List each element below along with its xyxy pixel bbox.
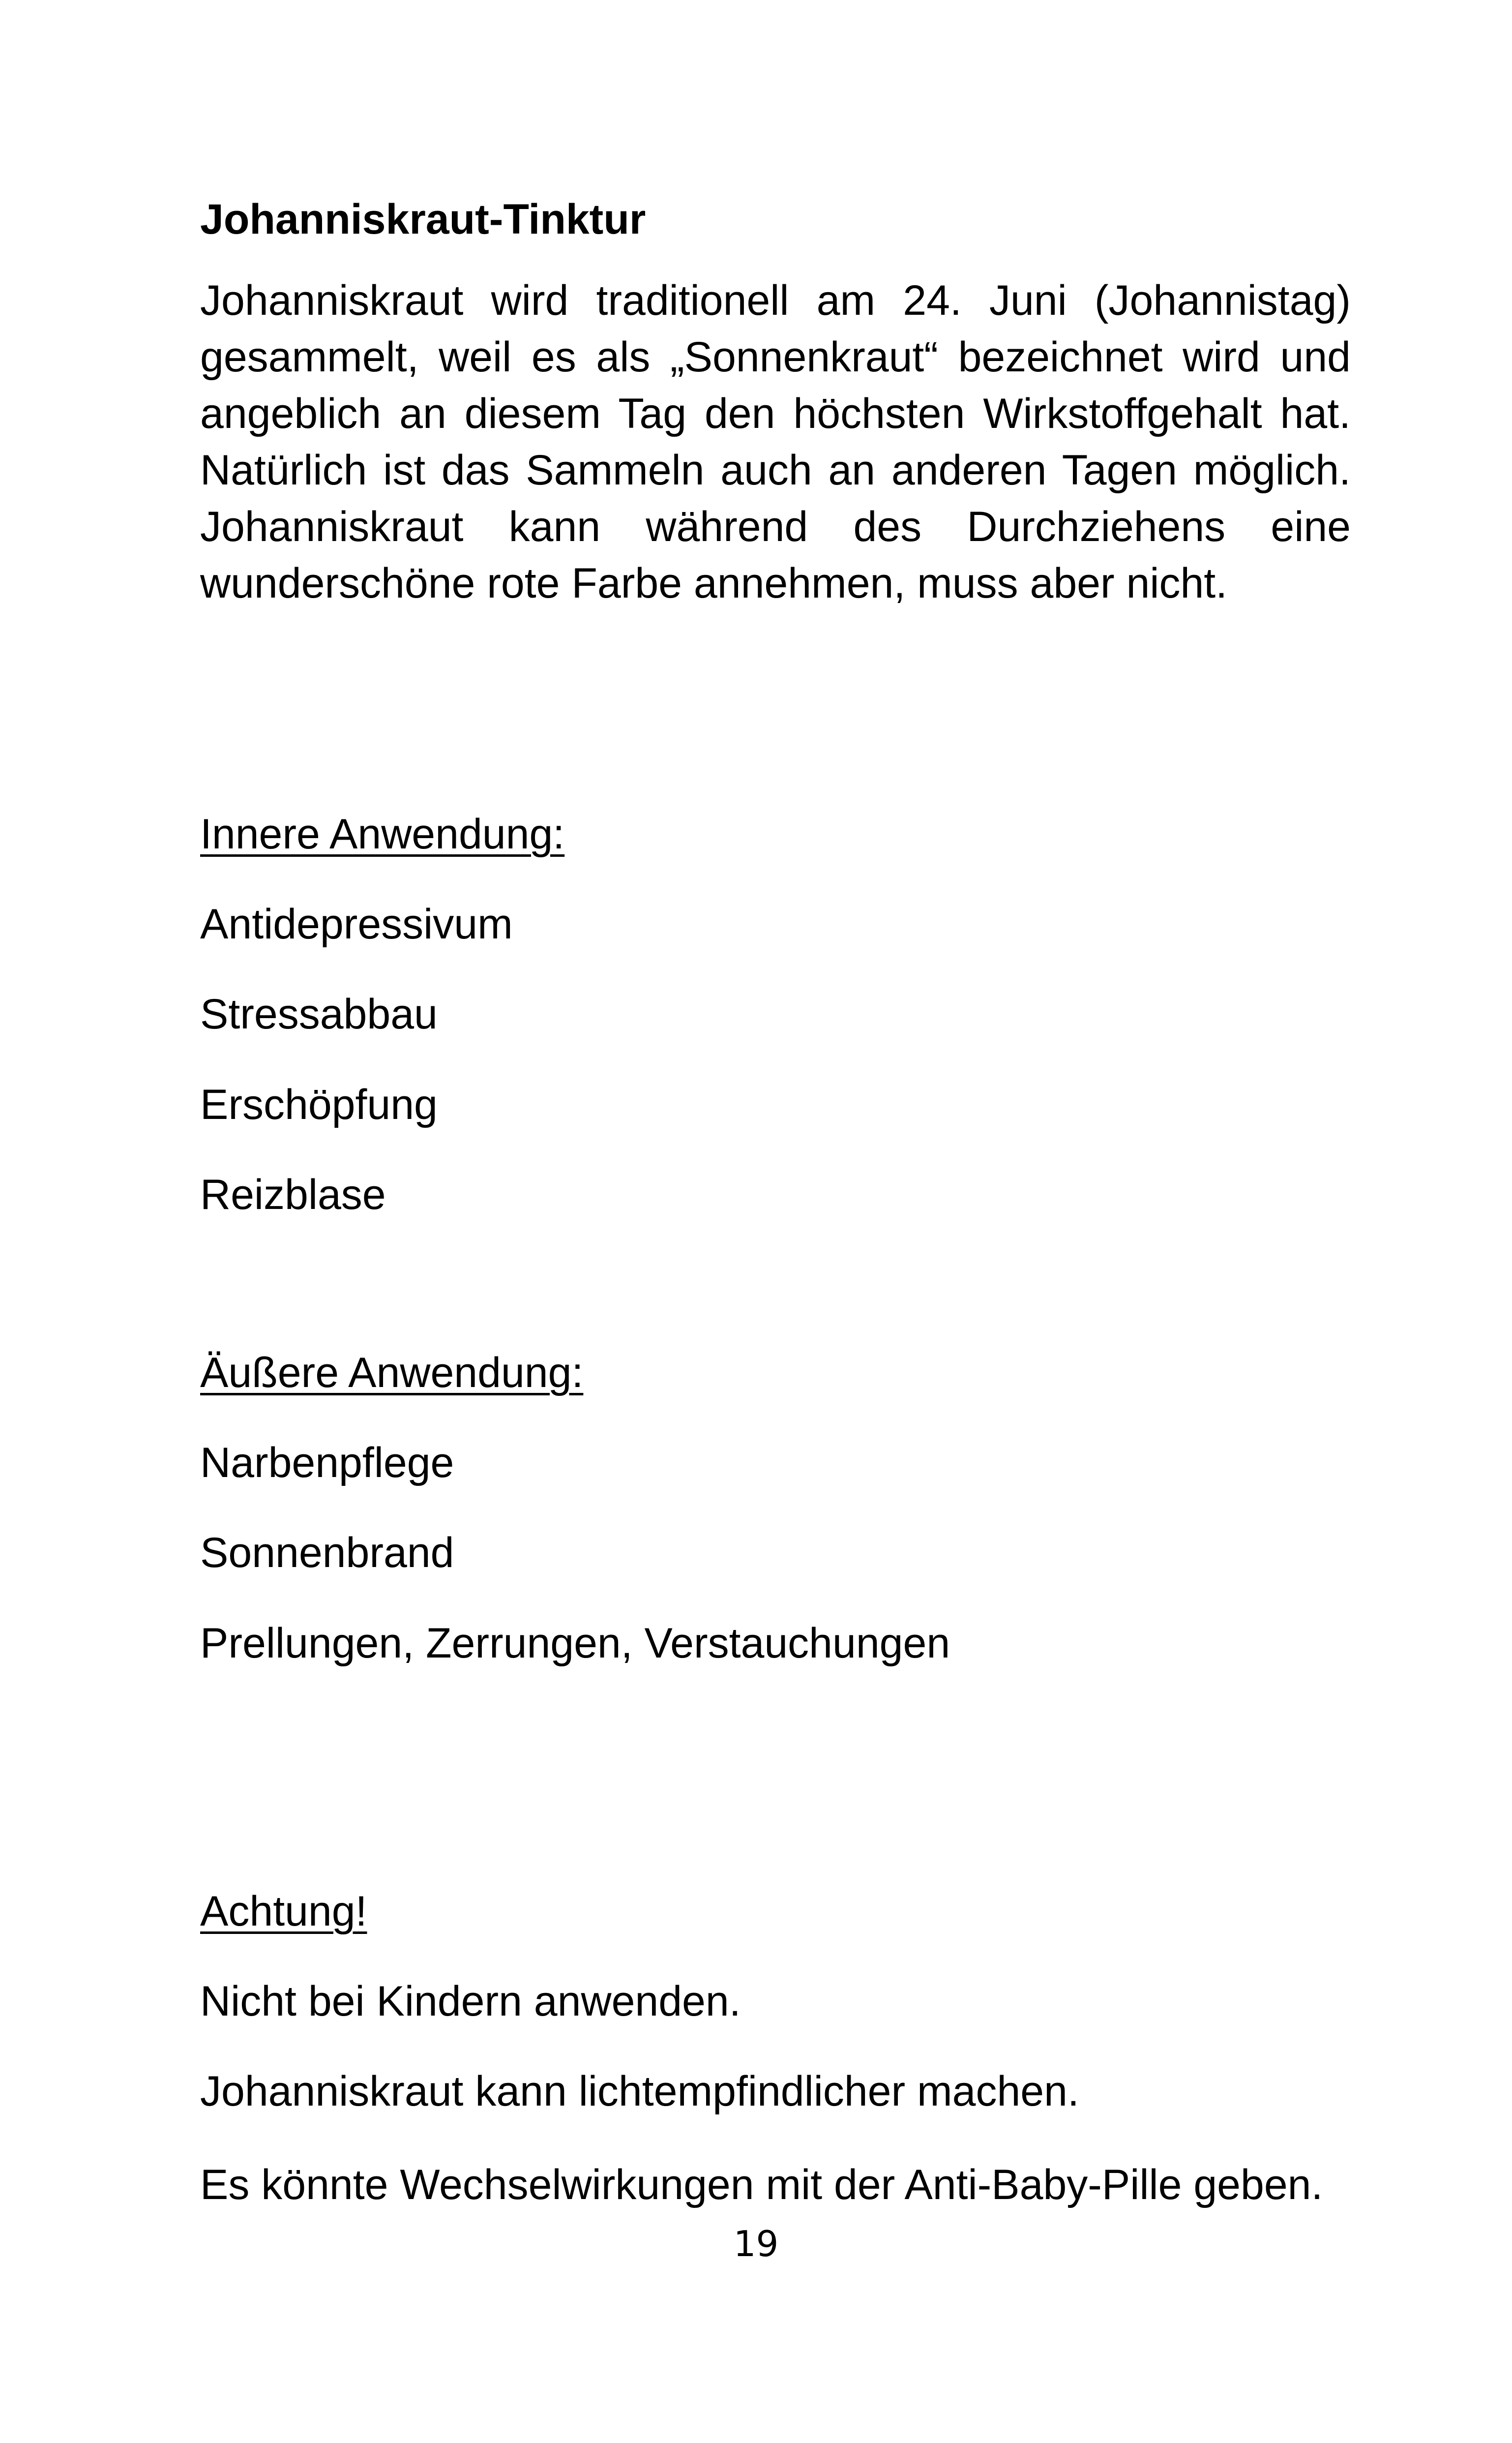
section-heading-warning: Achtung! [200, 1888, 367, 1935]
section-inner-use [200, 809, 1351, 1260]
section-heading-inner-use: Innere Anwendung: [200, 811, 565, 858]
section-warning [200, 1886, 1351, 2253]
page-content [200, 194, 1351, 2208]
section-outer-use [200, 1348, 1351, 1708]
list-item: Prellungen, Zerrungen, Verstauchungen [200, 1619, 950, 1667]
warning-item: Es könnte Wechselwirkungen mit der Anti-Baby-Pille geben. [200, 2161, 1323, 2208]
page-title: Johanniskraut-Tinktur [200, 196, 646, 243]
list-item: Erschöpfung [200, 1081, 438, 1128]
section-heading-outer-use: Äußere Anwendung: [200, 1349, 584, 1396]
list-item: Narbenpflege [200, 1439, 454, 1487]
warning-item: Johanniskraut kann lichtempfindlicher machen. [200, 2068, 1079, 2115]
list-item: Stressabbau [200, 991, 438, 1038]
intro-paragraph: Johanniskraut wird traditionell am 24. Juni (Johannistag) gesammelt, weil es als „Sonnenkraut“ bezeichnet wird und angeblich an diesem Tag den höchsten Wirkstoffgehalt hat. Natürlich ist das Sammeln auch an anderen Tagen möglich. Johanniskraut kann während des Durchziehens eine wunderschöne rote Farbe annehmen, muss aber nicht. [200, 277, 1351, 607]
warning-item: Nicht bei Kindern anwenden. [200, 1978, 741, 2025]
list-item: Antidepressivum [200, 901, 513, 948]
list-item: Reizblase [200, 1171, 386, 1218]
list-item: Sonnenbrand [200, 1529, 454, 1577]
page-number: 19 [733, 2223, 779, 2264]
